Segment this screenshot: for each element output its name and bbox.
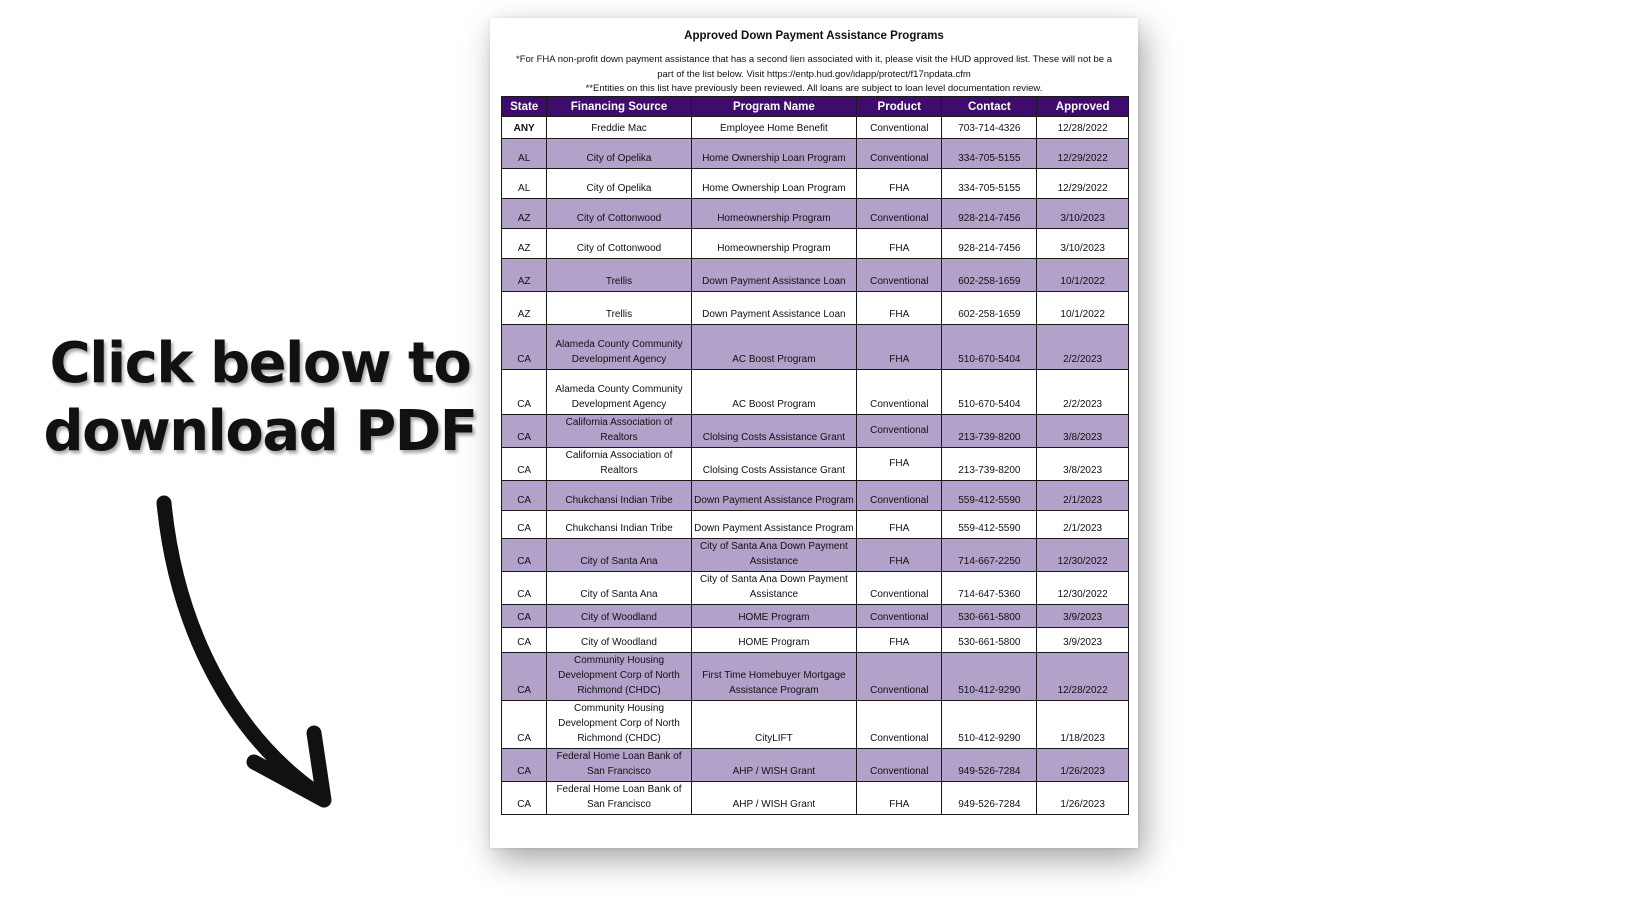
cell-state: CA bbox=[502, 605, 547, 628]
table-row bbox=[502, 169, 1129, 199]
cell-state: CA bbox=[502, 628, 547, 653]
cell-product: FHA bbox=[857, 511, 942, 539]
review-note: **Entities on this list have previously been reviewed. All loans are subject to loan level documentation review. bbox=[585, 83, 1043, 94]
cell-source: California Association of Realtors bbox=[547, 415, 691, 448]
cell-approved: 3/10/2023 bbox=[1037, 199, 1129, 229]
cell-source: Chukchansi Indian Tribe bbox=[547, 481, 691, 511]
cell-source: Federal Home Loan Bank of San Francisco bbox=[547, 782, 691, 815]
cell-contact: 213-739-8200 bbox=[942, 415, 1037, 448]
cell-state: CA bbox=[502, 782, 547, 815]
cell-contact: 714-647-5360 bbox=[942, 572, 1037, 605]
cell-source: City of Cottonwood bbox=[547, 199, 691, 229]
cell-approved: 12/30/2022 bbox=[1037, 539, 1129, 572]
cell-contact: 510-670-5404 bbox=[942, 370, 1037, 415]
cell-state: AL bbox=[502, 169, 547, 199]
cell-contact: 559-412-5590 bbox=[942, 481, 1037, 511]
cell-state: CA bbox=[502, 448, 547, 481]
cell-product: FHA bbox=[857, 229, 942, 259]
table-row bbox=[502, 481, 1129, 511]
cell-program: City of Santa Ana Down Payment Assistance bbox=[691, 572, 856, 605]
cell-program: HOME Program bbox=[691, 605, 856, 628]
cell-approved: 2/2/2023 bbox=[1037, 325, 1129, 370]
cell-approved: 10/1/2022 bbox=[1037, 292, 1129, 325]
cell-product: Conventional bbox=[857, 139, 942, 169]
cell-contact: 928-214-7456 bbox=[942, 199, 1037, 229]
cta-line-2: download PDF bbox=[43, 399, 477, 464]
cell-state: CA bbox=[502, 325, 547, 370]
col-header-approved: Approved bbox=[1037, 97, 1129, 117]
table-row bbox=[502, 511, 1129, 539]
cell-program: Down Payment Assistance Loan bbox=[691, 292, 856, 325]
cell-state: CA bbox=[502, 539, 547, 572]
cell-source: Community Housing Development Corp of North Richmond (CHDC) bbox=[547, 653, 691, 701]
cell-state: AZ bbox=[502, 292, 547, 325]
cell-contact: 602-258-1659 bbox=[942, 292, 1037, 325]
col-header-financing-source: Financing Source bbox=[547, 97, 691, 117]
cell-program: AHP / WISH Grant bbox=[691, 749, 856, 782]
cell-program: Down Payment Assistance Loan bbox=[691, 259, 856, 292]
cell-source: Federal Home Loan Bank of San Francisco bbox=[547, 749, 691, 782]
cell-contact: 334-705-5155 bbox=[942, 169, 1037, 199]
cell-program: Homeownership Program bbox=[691, 199, 856, 229]
cell-approved: 3/9/2023 bbox=[1037, 628, 1129, 653]
cell-program: Homeownership Program bbox=[691, 229, 856, 259]
cell-approved: 3/9/2023 bbox=[1037, 605, 1129, 628]
table-row bbox=[502, 749, 1129, 782]
table-row bbox=[502, 448, 1129, 481]
cell-state: CA bbox=[502, 572, 547, 605]
cell-product: FHA bbox=[857, 539, 942, 572]
cell-product: Conventional bbox=[857, 605, 942, 628]
cell-contact: 703-714-4326 bbox=[942, 117, 1037, 139]
cell-product: FHA bbox=[857, 448, 942, 481]
cell-source: City of Opelika bbox=[547, 139, 691, 169]
cell-source: Community Housing Development Corp of North Richmond (CHDC) bbox=[547, 701, 691, 749]
table-row bbox=[502, 229, 1129, 259]
cell-contact: 714-667-2250 bbox=[942, 539, 1037, 572]
cell-state: CA bbox=[502, 511, 547, 539]
cell-product: FHA bbox=[857, 169, 942, 199]
cell-program: City of Santa Ana Down Payment Assistance bbox=[691, 539, 856, 572]
cell-state: CA bbox=[502, 749, 547, 782]
cell-source: Chukchansi Indian Tribe bbox=[547, 511, 691, 539]
cell-source: City of Santa Ana bbox=[547, 572, 691, 605]
cell-approved: 3/8/2023 bbox=[1037, 415, 1129, 448]
cell-program: AC Boost Program bbox=[691, 370, 856, 415]
cell-source: City of Opelika bbox=[547, 169, 691, 199]
cell-program: Down Payment Assistance Program bbox=[691, 481, 856, 511]
cell-contact: 530-661-5800 bbox=[942, 605, 1037, 628]
table-row bbox=[502, 653, 1129, 701]
cell-product: Conventional bbox=[857, 370, 942, 415]
table-row bbox=[502, 139, 1129, 169]
cell-product: Conventional bbox=[857, 701, 942, 749]
table-row bbox=[502, 259, 1129, 292]
cell-state: CA bbox=[502, 481, 547, 511]
cell-approved: 12/28/2022 bbox=[1037, 653, 1129, 701]
cell-state: AZ bbox=[502, 199, 547, 229]
cell-contact: 559-412-5590 bbox=[942, 511, 1037, 539]
cell-approved: 1/26/2023 bbox=[1037, 749, 1129, 782]
cell-contact: 928-214-7456 bbox=[942, 229, 1037, 259]
col-header-contact: Contact bbox=[942, 97, 1037, 117]
col-header-state: State bbox=[502, 97, 547, 117]
cell-approved: 12/29/2022 bbox=[1037, 139, 1129, 169]
cell-source: City of Woodland bbox=[547, 628, 691, 653]
cell-product: FHA bbox=[857, 292, 942, 325]
cell-state: AZ bbox=[502, 229, 547, 259]
cell-source: Freddie Mac bbox=[547, 117, 691, 139]
cell-contact: 510-670-5404 bbox=[942, 325, 1037, 370]
cell-approved: 12/30/2022 bbox=[1037, 572, 1129, 605]
cell-state: CA bbox=[502, 370, 547, 415]
cell-product: Conventional bbox=[857, 117, 942, 139]
cell-approved: 3/8/2023 bbox=[1037, 448, 1129, 481]
table-row bbox=[502, 782, 1129, 815]
table-row bbox=[502, 292, 1129, 325]
cell-state: AZ bbox=[502, 259, 547, 292]
cell-source: City of Cottonwood bbox=[547, 229, 691, 259]
cell-program: Employee Home Benefit bbox=[691, 117, 856, 139]
cell-contact: 949-526-7284 bbox=[942, 782, 1037, 815]
cell-program: Clolsing Costs Assistance Grant bbox=[691, 415, 856, 448]
table-row bbox=[502, 325, 1129, 370]
cell-state: CA bbox=[502, 415, 547, 448]
cell-contact: 334-705-5155 bbox=[942, 139, 1037, 169]
cell-contact: 602-258-1659 bbox=[942, 259, 1037, 292]
col-header-product: Product bbox=[857, 97, 942, 117]
cell-product: Conventional bbox=[857, 653, 942, 701]
cell-source: City of Woodland bbox=[547, 605, 691, 628]
cell-source: California Association of Realtors bbox=[547, 448, 691, 481]
download-cta-heading bbox=[40, 330, 480, 466]
cell-product: FHA bbox=[857, 628, 942, 653]
cell-product: Conventional bbox=[857, 415, 942, 448]
table-row bbox=[502, 415, 1129, 448]
cell-program: Down Payment Assistance Program bbox=[691, 511, 856, 539]
cell-product: Conventional bbox=[857, 259, 942, 292]
cell-product: FHA bbox=[857, 325, 942, 370]
fha-nonprofit-note: *For FHA non-profit down payment assistance that has a second lien associated with it, please visit the HUD approved list. These will not be a part of the list below. Visit https://entp.hud.gov/idapp/protect/f17npdata.cfm bbox=[516, 54, 1112, 80]
cta-line-1: Click below to bbox=[49, 331, 471, 396]
table-row bbox=[502, 605, 1129, 628]
cell-approved: 1/18/2023 bbox=[1037, 701, 1129, 749]
cell-contact: 949-526-7284 bbox=[942, 749, 1037, 782]
cell-product: Conventional bbox=[857, 481, 942, 511]
cell-program: Clolsing Costs Assistance Grant bbox=[691, 448, 856, 481]
cell-product: FHA bbox=[857, 782, 942, 815]
cell-state: CA bbox=[502, 701, 547, 749]
cell-program: Home Ownership Loan Program bbox=[691, 169, 856, 199]
cell-source: Alameda County Community Development Agency bbox=[547, 370, 691, 415]
cell-state: AL bbox=[502, 139, 547, 169]
cell-program: AC Boost Program bbox=[691, 325, 856, 370]
cell-source: Trellis bbox=[547, 259, 691, 292]
col-header-program-name: Program Name bbox=[691, 97, 856, 117]
table-row bbox=[502, 199, 1129, 229]
table-row bbox=[502, 539, 1129, 572]
cell-approved: 12/28/2022 bbox=[1037, 117, 1129, 139]
cell-product: Conventional bbox=[857, 749, 942, 782]
cell-approved: 2/1/2023 bbox=[1037, 481, 1129, 511]
cell-approved: 2/2/2023 bbox=[1037, 370, 1129, 415]
table-row bbox=[502, 572, 1129, 605]
cell-approved: 10/1/2022 bbox=[1037, 259, 1129, 292]
cell-approved: 3/10/2023 bbox=[1037, 229, 1129, 259]
cell-source: Trellis bbox=[547, 292, 691, 325]
cell-program: CityLIFT bbox=[691, 701, 856, 749]
cell-program: HOME Program bbox=[691, 628, 856, 653]
table-row bbox=[502, 117, 1129, 139]
cell-approved: 2/1/2023 bbox=[1037, 511, 1129, 539]
table-row bbox=[502, 701, 1129, 749]
pdf-document-preview[interactable] bbox=[490, 18, 1138, 848]
cell-contact: 510-412-9290 bbox=[942, 653, 1037, 701]
table-row bbox=[502, 370, 1129, 415]
cell-contact: 213-739-8200 bbox=[942, 448, 1037, 481]
curved-down-arrow-icon bbox=[150, 495, 370, 825]
cell-program: AHP / WISH Grant bbox=[691, 782, 856, 815]
cell-product: Conventional bbox=[857, 572, 942, 605]
cell-product: Conventional bbox=[857, 199, 942, 229]
cell-source: Alameda County Community Development Agency bbox=[547, 325, 691, 370]
cell-program: First Time Homebuyer Mortgage Assistance Program bbox=[691, 653, 856, 701]
document-title: Approved Down Payment Assistance Programs bbox=[684, 30, 944, 42]
cell-contact: 510-412-9290 bbox=[942, 701, 1037, 749]
cell-state: CA bbox=[502, 653, 547, 701]
cell-contact: 530-661-5800 bbox=[942, 628, 1037, 653]
cell-approved: 12/29/2022 bbox=[1037, 169, 1129, 199]
cell-approved: 1/26/2023 bbox=[1037, 782, 1129, 815]
programs-table bbox=[501, 96, 1129, 815]
cell-state: ANY bbox=[502, 117, 547, 139]
cell-source: City of Santa Ana bbox=[547, 539, 691, 572]
table-row bbox=[502, 628, 1129, 653]
cell-program: Home Ownership Loan Program bbox=[691, 139, 856, 169]
table-header-row bbox=[502, 97, 1129, 117]
